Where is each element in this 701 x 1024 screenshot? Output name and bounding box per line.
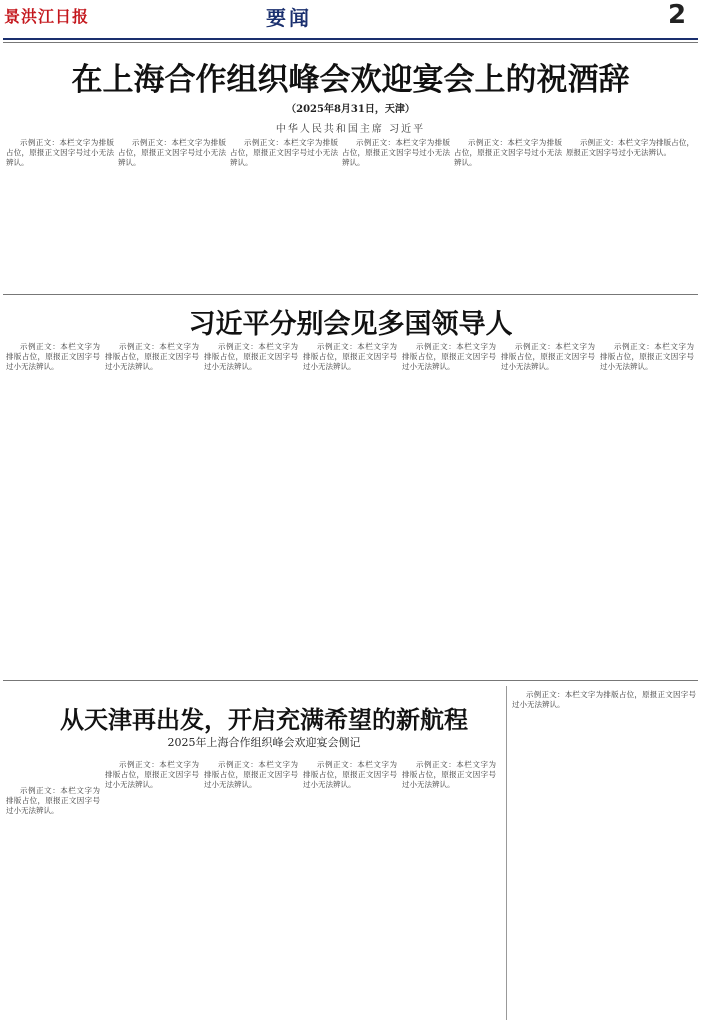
article2-column-3: 示例正文：本栏文字为排版占位，原报正文因字号过小无法辨认。	[204, 342, 298, 372]
article2-column-2: 示例正文：本栏文字为排版占位，原报正文因字号过小无法辨认。	[105, 342, 199, 372]
article1-column-2: 示例正文：本栏文字为排版占位，原报正文因字号过小无法辨认。	[118, 138, 226, 168]
masthead-rule-thin	[3, 42, 698, 43]
article3-column-4: 示例正文：本栏文字为排版占位，原报正文因字号过小无法辨认。	[303, 760, 397, 790]
article2-column-6: 示例正文：本栏文字为排版占位，原报正文因字号过小无法辨认。	[501, 342, 595, 372]
article1-column-1: 示例正文：本栏文字为排版占位，原报正文因字号过小无法辨认。	[6, 138, 114, 168]
article2-headline: 习近平分别会见多国领导人	[188, 309, 513, 340]
article1-column-5: 示例正文：本栏文字为排版占位，原报正文因字号过小无法辨认。	[454, 138, 562, 168]
newspaper-logo: 景洪江日报	[4, 7, 90, 26]
article1-headline: 在上海合作组织峰会欢迎宴会上的祝酒辞	[71, 62, 630, 98]
article1-dateline: （2025年8月31日，天津）	[286, 104, 415, 115]
page-number: 2	[668, 0, 687, 30]
article3-column-1: 示例正文：本栏文字为排版占位，原报正文因字号过小无法辨认。	[6, 786, 100, 816]
article2-column-1: 示例正文：本栏文字为排版占位，原报正文因字号过小无法辨认。	[6, 342, 100, 372]
article1-author: 中华人民共和国主席 习近平	[275, 124, 426, 135]
section-divider-2	[3, 680, 698, 681]
section-divider-1	[3, 294, 698, 295]
article2-column-4: 示例正文：本栏文字为排版占位，原报正文因字号过小无法辨认。	[303, 342, 397, 372]
article3-column-2: 示例正文：本栏文字为排版占位，原报正文因字号过小无法辨认。	[105, 760, 199, 790]
article3-headline: 从天津再出发，开启充满希望的新航程	[60, 705, 468, 734]
article2-column-7: 示例正文：本栏文字为排版占位，原报正文因字号过小无法辨认。	[600, 342, 694, 372]
section-title: 要闻	[266, 6, 312, 30]
article1-column-6: 示例正文：本栏文字为排版占位，原报正文因字号过小无法辨认。	[566, 138, 694, 158]
article3-sidebar-text: 示例正文：本栏文字为排版占位，原报正文因字号过小无法辨认。	[512, 690, 696, 710]
article3-column-5: 示例正文：本栏文字为排版占位，原报正文因字号过小无法辨认。	[402, 760, 496, 790]
sidebar-divider	[506, 686, 507, 1020]
article3-subheadline: 2025年上海合作组织峰会欢迎宴会侧记	[167, 736, 361, 749]
masthead-rule	[3, 38, 698, 40]
article1-column-4: 示例正文：本栏文字为排版占位，原报正文因字号过小无法辨认。	[342, 138, 450, 168]
article1-column-3: 示例正文：本栏文字为排版占位，原报正文因字号过小无法辨认。	[230, 138, 338, 168]
article2-column-5: 示例正文：本栏文字为排版占位，原报正文因字号过小无法辨认。	[402, 342, 496, 372]
article3-column-3: 示例正文：本栏文字为排版占位，原报正文因字号过小无法辨认。	[204, 760, 298, 790]
